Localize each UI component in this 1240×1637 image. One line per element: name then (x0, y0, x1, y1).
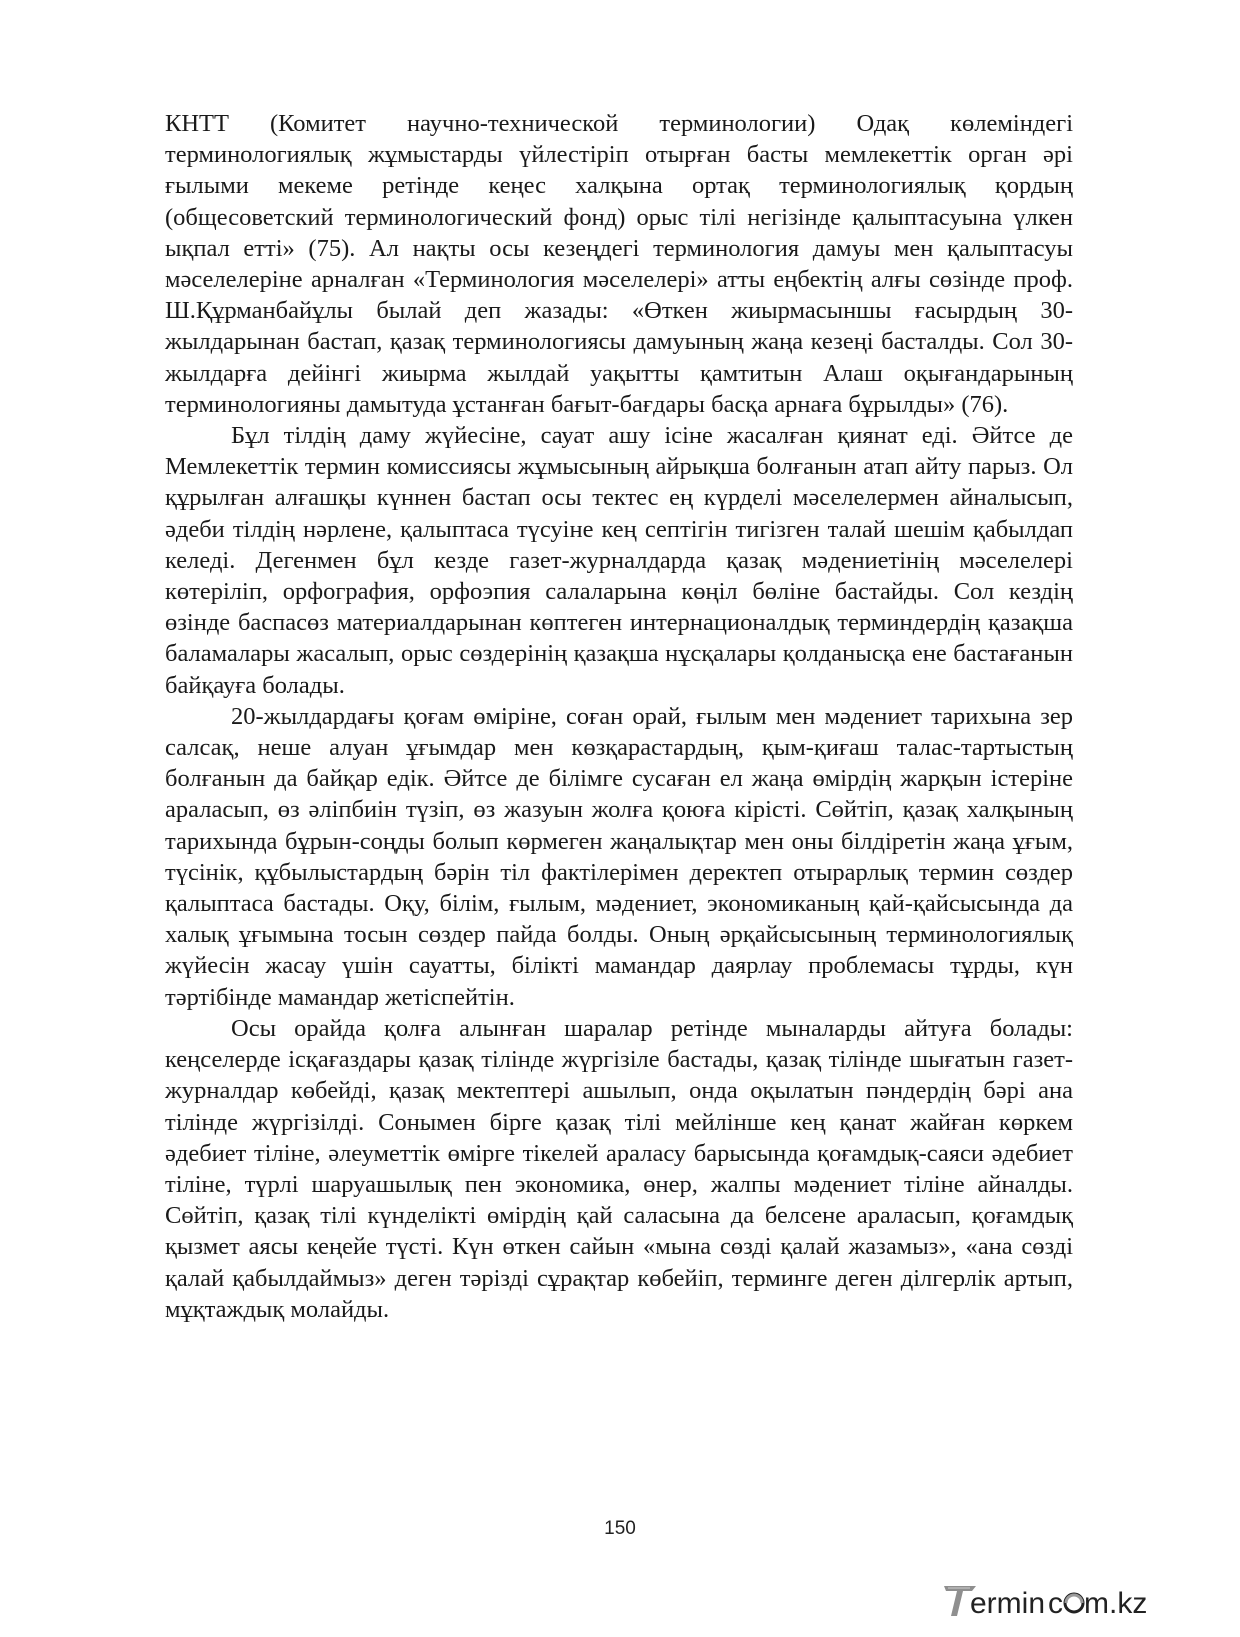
paragraph-3: 20-жылдардағы қоғам өміріне, соған орай, ғылым мен мәдениет тарихына зер салсақ, неше алуан ұғымдар мен көзқарастардың, қым-қиғаш талас-тартыстың болғанын да байқар едік. Әйтсе де білімге сусаған ел жаңа өмірдің жарқын істеріне араласып, өз әліпбиін түзіп, өз жазуын жолға қоюға кірісті. Сөйтіп, қазақ халқының тарихында бұрын-соңды болып көрмеген жаңалықтар мен оны білдіретін жаңа ұғым, түсінік, құбылыстардың бәрін тіл фактілерімен деректеп отырарлық термин сөздер қалыптаса бастады. Оқу, білім, ғылым, мәдениет, экономиканың қай-қайсысында да халық ұғымына тосын сөздер пайда болды. Оның әрқайсысының терминологиялық жүйесін жасау үшін сауатты, білікті мамандар даярлау проблемасы тұрды, күн тәртібінде мамандар жетіспейтін. (165, 702, 1073, 1011)
svg-text:ermin: ermin (970, 1587, 1046, 1620)
svg-text:m.kz: m.kz (1084, 1587, 1148, 1620)
termincom-logo-icon (942, 1580, 1148, 1622)
body-text (165, 108, 1073, 1325)
paragraph-1: КНТТ (Комитет научно-технической терминологии) Одақ көлеміндегі терминологиялық жұмыстарды үйлестіріп отырған басты мемлекеттік орган әрі ғылыми мекеме ретінде кеңес халқына ортақ терминологиялық қордың (общесоветский терминологический фонд) орыс тілі негізінде қалыптасуына үлкен ықпал етті» (75). Ал нақты осы кезеңдегі терминология дамуы мен қалыптасуы мәселелеріне арналған «Терминология мәселелері» атты еңбектің алғы сөзінде проф. Ш.Құрманбайұлы былай деп жазады: «Өткен жиырмасыншы ғасырдың 30-жылдарынан бастап, қазақ терминологиясы дамуының жаңа кезеңі басталды. Сол 30-жылдарға дейінгі жиырма жылдай уақытты қамтитын Алаш оқығандарының терминологияны дамытуда ұстанған бағыт-бағдары басқа арнаға бұрылды» (76). (165, 110, 1073, 418)
watermark-logo (942, 1580, 1148, 1622)
svg-text:c: c (1048, 1587, 1063, 1620)
paragraph-2: Бұл тілдің даму жүйесіне, сауат ашу ісіне жасалған қиянат еді. Әйтсе де Мемлекеттік термин комиссиясы жұмысының айрықша болғанын атап айту парыз. Ол құрылған алғашқы күннен бастап осы тектес ең күрделі мәселелермен айналысып, әдеби тілдің нәрлене, қалыптаса түсуіне кең септігін тигізген талай шешім қабылдап келеді. Дегенмен бұл кезде газет-журналдарда қазақ мәдениетінің мәселелері көтеріліп, орфография, орфоэпия салаларына көңіл бөліне бастайды. Сол кездің өзінде баспасөз материалдарынан көптеген интернационалдық терминдердің қазақша баламалары жасалып, орыс сөздерінің қазақша нұсқалары қолданысқа ене бастағанын байқауға болады. (165, 422, 1073, 699)
page-number: 150 (604, 1518, 636, 1539)
paragraph-4: Осы орайда қолға алынған шаралар ретінде мыналарды айтуға болады: кеңселерде ісқағаздары қазақ тілінде жүргізіле бастады, қазақ тілінде шығатын газет-журналдар көбейді, қазақ мектептері ашылып, онда оқылатын пәндердің бәрі ана тілінде жүргізілді. Сонымен бірге қазақ тілі мейлінше кең қанат жайған көркем әдебиет тіліне, әлеуметтік өмірге тікелей араласу барысында қоғамдық-саяси әдебиет тіліне, түрлі шаруашылық пен экономика, өнер, жалпы мәдениет тіліне айналды. Сөйтіп, қазақ тілі күнделікті өмірдің қай саласына да белсене араласып, қоғамдық қызмет аясы кеңейе түсті. Күн өткен сайын «мына сөзді қалай жазамыз», «ана сөзді қалай қабылдаймыз» деген тәрізді сұрақтар көбейіп, терминге деген ділгерлік артып, мұқтаждық молайды. (165, 1014, 1073, 1323)
